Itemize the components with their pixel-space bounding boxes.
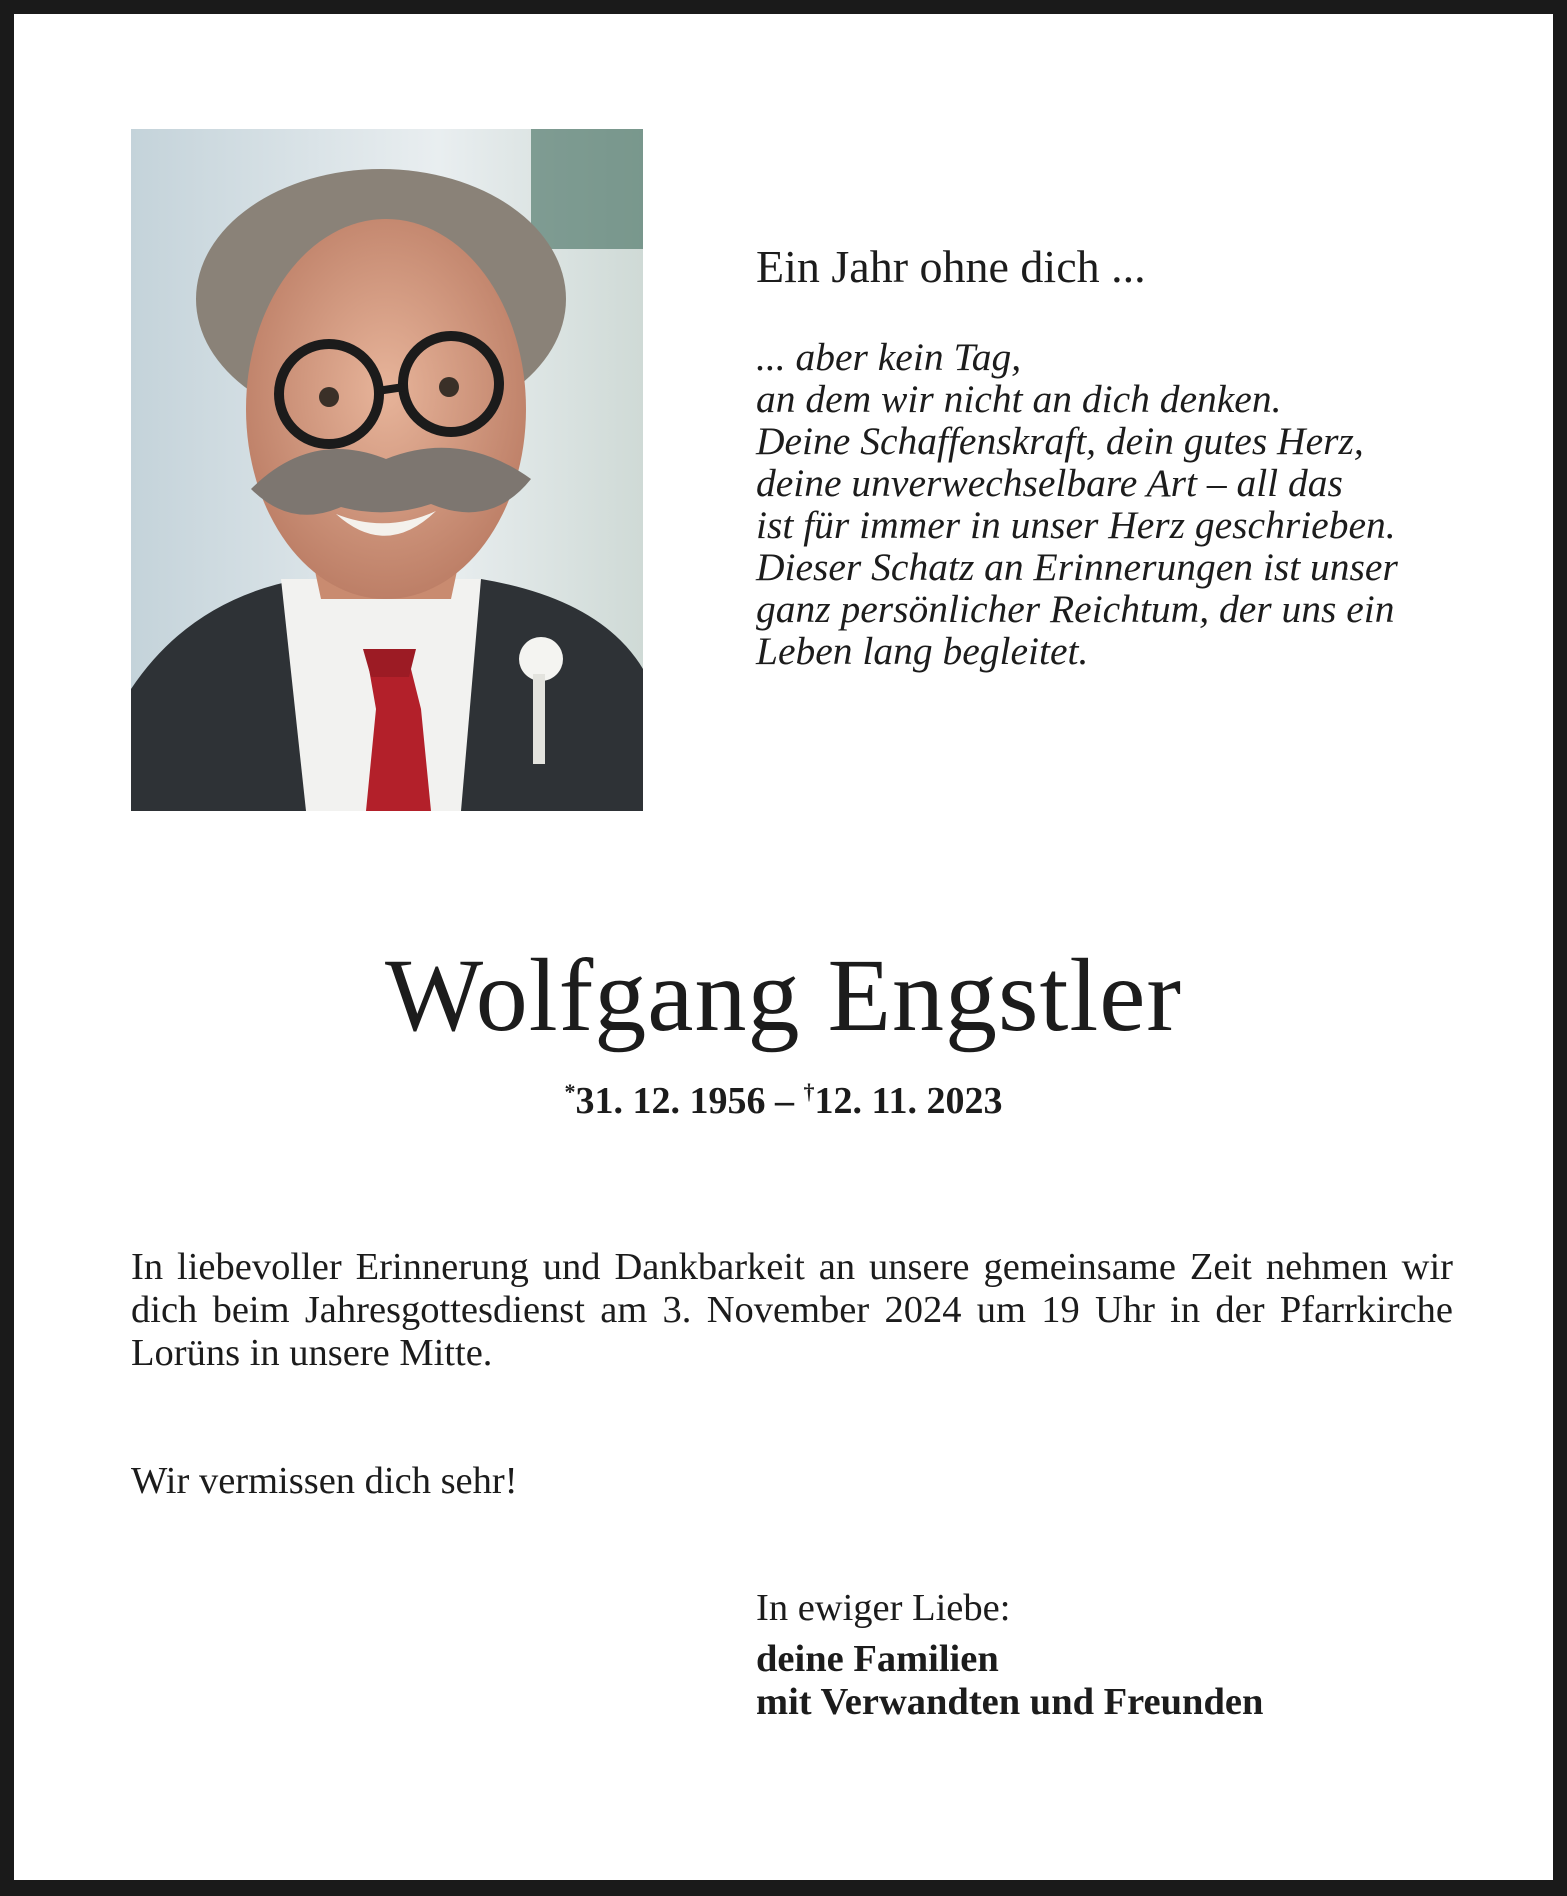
- poem-line: ... aber kein Tag,: [756, 335, 1022, 379]
- birth-symbol: *: [564, 1079, 576, 1104]
- poem-line: Deine Schaffenskraft, dein gutes Herz,: [756, 419, 1364, 463]
- poem-line: Leben lang begleitet.: [756, 629, 1089, 673]
- poem-line: ganz persönlicher Reichtum, der uns ein: [756, 587, 1395, 631]
- death-symbol: †: [803, 1079, 815, 1104]
- poem-line: Dieser Schatz an Erinnerungen ist unser: [756, 545, 1398, 589]
- signature: [756, 1638, 1263, 1724]
- death-date: 12. 11. 2023: [814, 1080, 1003, 1122]
- portrait-photo: [131, 129, 643, 811]
- signature-line-1: deine Familien: [756, 1638, 999, 1680]
- heading: Ein Jahr ohne dich ...: [756, 241, 1146, 292]
- poem-line: ist für immer in unser Herz geschrieben.: [756, 503, 1396, 547]
- life-dates: [14, 1079, 1553, 1123]
- date-separator: –: [765, 1080, 804, 1122]
- birth-date: 31. 12. 1956: [575, 1080, 766, 1122]
- memorial-text: In liebevoller Erinnerung und Dankbarkeit an unsere gemeinsame Zeit nehmen wir dich beim Jahresgottesdienst am 3. November 2024 um 19 Uhr in der Pfarrkirche Lorüns in unsere Mitte.: [131, 1246, 1453, 1374]
- deceased-name: Wolfgang Engstler: [384, 938, 1183, 1053]
- miss-you-line: Wir vermissen dich sehr!: [131, 1460, 518, 1502]
- poem: [756, 336, 1476, 672]
- poem-line: deine unverwechselbare Art – all das: [756, 461, 1343, 505]
- signature-intro: In ewiger Liebe:: [756, 1587, 1011, 1629]
- signature-line-2: mit Verwandten und Freunden: [756, 1681, 1264, 1723]
- poem-line: an dem wir nicht an dich denken.: [756, 377, 1282, 421]
